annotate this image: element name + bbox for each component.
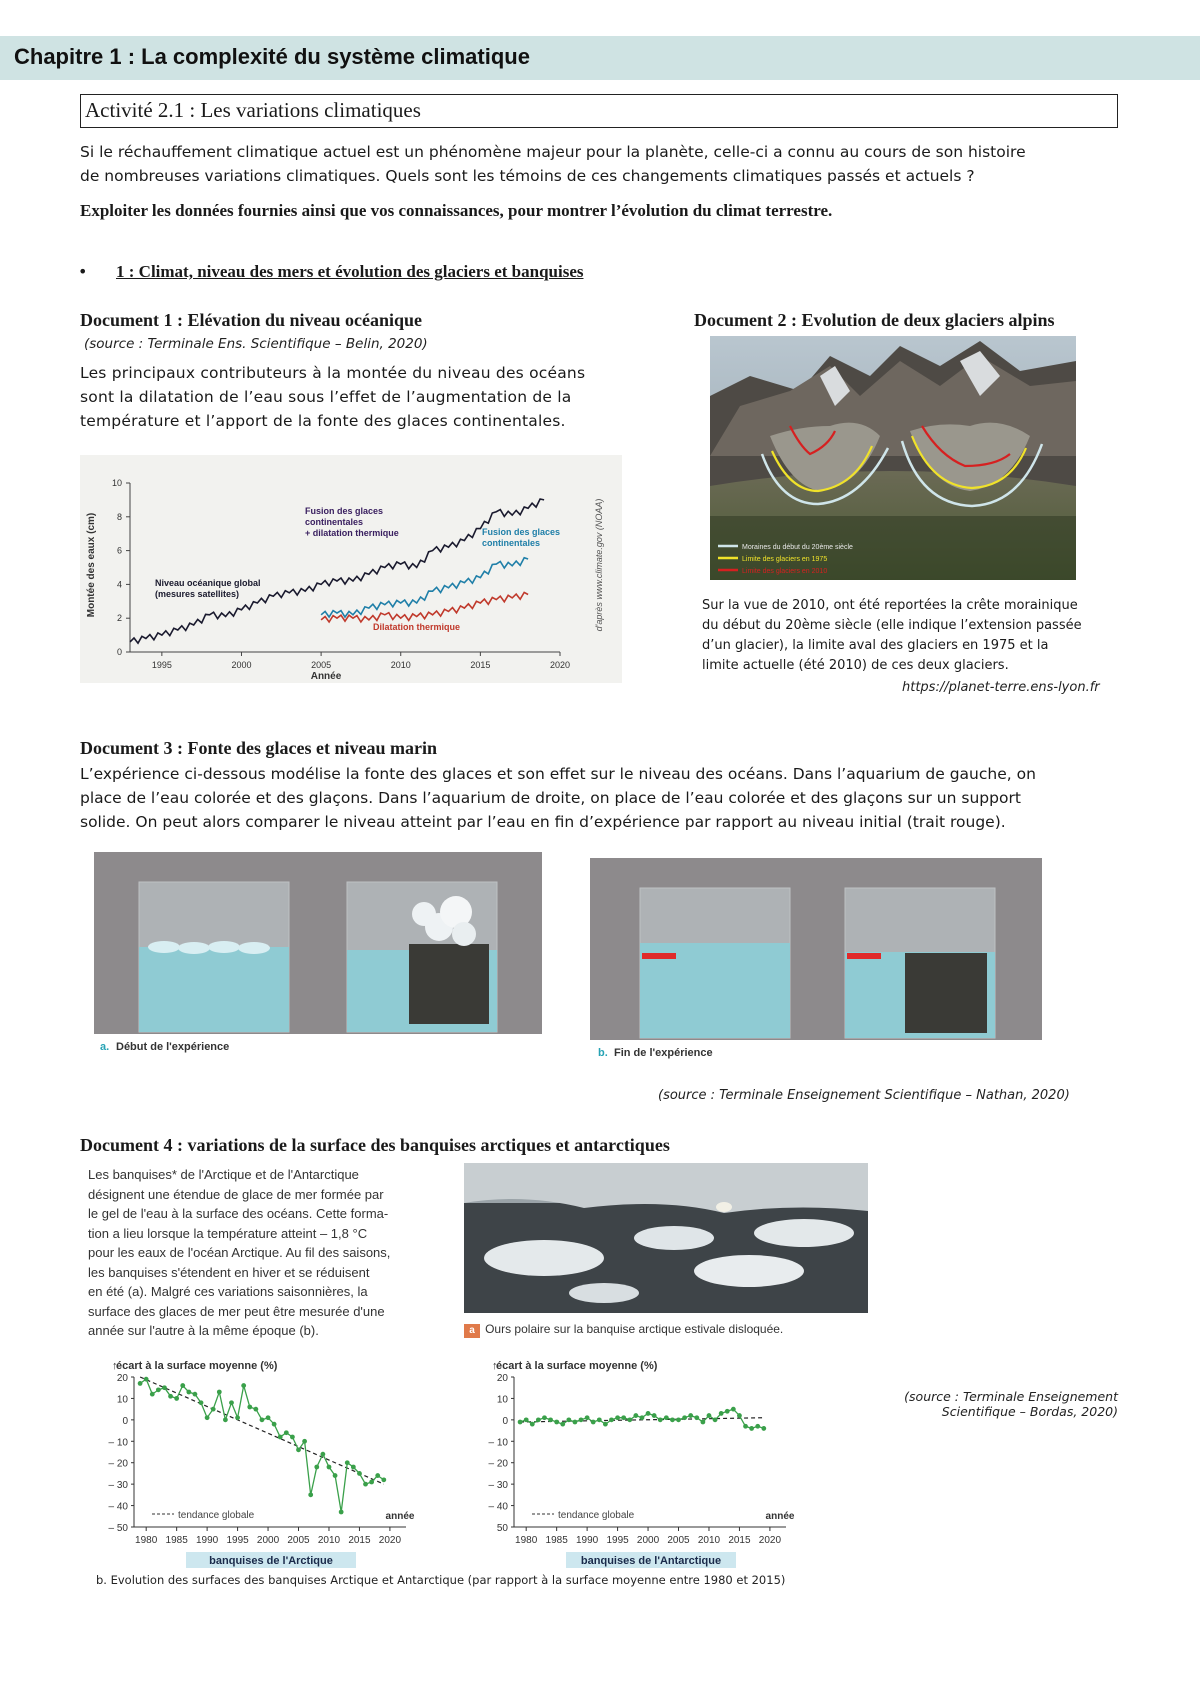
ice-data-point: [597, 1417, 602, 1422]
doc4-text-line-6: les banquises s'étendent en hiver et se réduisent: [88, 1264, 370, 1280]
sea-series-line-2: [321, 592, 528, 622]
ice-data-point: [168, 1394, 173, 1399]
ice-data-point: [156, 1387, 161, 1392]
label-fusion-b-2: continentales: [482, 538, 541, 548]
ice-data-point: [211, 1407, 216, 1412]
ice-data-point: [241, 1383, 246, 1388]
ice-y-title: écart à la surface moyenne (%): [116, 1360, 278, 1372]
ice-data-point: [700, 1420, 705, 1425]
doc4-text-line-4: tion a lieu lorsque la température atteint – 1,8 °C: [88, 1225, 368, 1241]
ice-data-point: [542, 1415, 547, 1420]
ice-x-tick-label: 2000: [636, 1535, 660, 1546]
doc1-text-line-1: Les principaux contributeurs à la montée du niveau des océans: [80, 364, 586, 382]
sea-y-tick-label: 8: [116, 511, 122, 522]
doc4-text-line-3: le gel de l'eau à la surface des océans. Cette forma-: [88, 1206, 389, 1221]
doc4-text: [88, 1165, 448, 1341]
ice-x-tick-label: 1980: [135, 1535, 158, 1546]
doc3-text-line-3: solide. On peut alors comparer le niveau atteint par l’eau en fin d’expérience par rapport au niveau initial (trait rouge).: [80, 813, 1006, 831]
sea-x-tick-label: 2005: [311, 660, 332, 670]
chapter-header: [0, 36, 1200, 80]
ice-x-tick-label: 2000: [256, 1535, 280, 1546]
ice-data-point: [296, 1447, 301, 1452]
ice-y-tick-label: – 50: [108, 1523, 128, 1534]
label-global: Niveau océanique global: [155, 578, 261, 588]
doc4-source-2: Scientifique – Bordas, 2020): [941, 1404, 1118, 1419]
ice-data-point: [633, 1413, 638, 1418]
ice-data-point: [731, 1407, 736, 1412]
ice-y-tick-label: 50: [496, 1523, 508, 1534]
doc1-text: [80, 361, 645, 433]
ice-data-point: [314, 1465, 319, 1470]
ice-data-point: [217, 1390, 222, 1395]
ice-data-point: [186, 1390, 191, 1395]
activity-title: Activité 2.1 : Les variations climatiques: [85, 98, 421, 122]
doc1-source: (source : Terminale Ens. Scientifique – Belin, 2020): [84, 336, 428, 352]
ice-data-point: [591, 1420, 596, 1425]
ice-data-point: [554, 1420, 559, 1425]
exp-b-label: Fin de l'expérience: [614, 1047, 713, 1059]
ice-y-tick-label: – 30: [488, 1480, 508, 1492]
ice-x-tick-label: 1985: [545, 1535, 568, 1546]
doc4-bottom-caption: b. Evolution des surfaces des banquises Arctique et Antarctique (par rapport à la surface moyenne entre 1980 et 2015): [96, 1573, 786, 1587]
photo-caption-letter: a: [464, 1324, 480, 1338]
ice-x-tick-label: 2020: [378, 1535, 402, 1546]
sea-side-source: d'après www.climate.gov (NOAA): [594, 498, 604, 632]
ice-x-tick-label: 1995: [606, 1535, 629, 1546]
ice-data-point: [290, 1435, 295, 1440]
doc4-source: [896, 1389, 1118, 1419]
doc4-text-line-9: année sur l'autre à la même époque (b).: [88, 1323, 319, 1338]
ice-data-point: [199, 1400, 204, 1405]
intro-line-2: de nombreuses variations climatiques. Quels sont les témoins de ces changements climatiques passés et actuels ?: [80, 167, 975, 185]
experiment-end-photo: [590, 858, 1042, 1062]
ice-data-point: [150, 1392, 155, 1397]
ice-y-tick-label: 10: [496, 1394, 508, 1406]
ice-x-title: année: [765, 1511, 795, 1522]
ice-data-point: [530, 1422, 535, 1427]
ice-data-point: [682, 1415, 687, 1420]
ice-data-point: [688, 1413, 693, 1418]
ice-data-point: [320, 1452, 325, 1457]
label-fusion-2: continentales: [305, 517, 364, 527]
ice-data-point: [518, 1420, 523, 1425]
sea-y-tick-label: 2: [116, 613, 122, 624]
ice-data-point: [548, 1417, 553, 1422]
ice-data-point: [755, 1424, 760, 1429]
doc2-caption: [702, 596, 1122, 676]
ice-data-point: [560, 1422, 565, 1427]
exp-a-label: Début de l'expérience: [116, 1041, 230, 1053]
ice-y-tick-label: 20: [116, 1373, 128, 1384]
doc3-text-line-2: place de l’eau colorée et des glaçons. Dans l’aquarium de droite, on place de l’eau colorée et des glaçons sur un support: [80, 789, 1021, 807]
ice-data-point: [713, 1417, 718, 1422]
doc1-text-line-2: sont la dilatation de l’eau sous l’effet de l’augmentation de la: [80, 388, 572, 406]
ice-data-point: [235, 1415, 240, 1420]
ice-x-tick-label: 1985: [165, 1535, 188, 1546]
ice-data-point: [694, 1415, 699, 1420]
experiment-start-svg: [94, 852, 542, 1056]
ice-data-point: [761, 1426, 766, 1431]
ice-data-point: [381, 1477, 386, 1482]
section-title: 1 : Climat, niveau des mers et évolution des glaciers et banquises: [116, 262, 584, 281]
doc2-caption-3: d’un glacier), la limite aval des glaciers en 1975 et la: [702, 638, 1049, 653]
doc4-text-line-7: en été (a). Malgré ces variations saisonnières, la: [88, 1284, 368, 1299]
ice-y-title: écart à la surface moyenne (%): [496, 1360, 658, 1372]
ice-y-tick-label: 10: [116, 1394, 128, 1406]
doc3-text: [80, 762, 1130, 834]
ice-data-point: [308, 1492, 313, 1497]
sea-x-tick-label: 2015: [470, 660, 491, 670]
sea-x-tick-label: 1995: [151, 660, 172, 670]
ice-data-point: [615, 1415, 620, 1420]
doc1-chart: [80, 455, 622, 683]
polar-bear-caption: [464, 1318, 884, 1340]
ice-x-tick-label: 2010: [317, 1535, 341, 1546]
glacier-photo: [710, 336, 1076, 580]
ice-data-point: [749, 1426, 754, 1431]
doc2-caption-1: Sur la vue de 2010, ont été reportées la crête morainique: [702, 598, 1078, 613]
ice-data-point: [670, 1417, 675, 1422]
label-fusion-3: + dilatation thermique: [305, 528, 399, 538]
ice-y-tick-label: – 10: [108, 1437, 128, 1449]
sea-level-chart: [80, 455, 622, 683]
ice-data-point: [253, 1407, 258, 1412]
ice-data-point: [174, 1396, 179, 1401]
glacier-photo-svg: [710, 336, 1076, 580]
ice-data-point: [743, 1424, 748, 1429]
doc4-text-line-2: désignent une étendue de glace de mer formée par: [88, 1186, 384, 1202]
doc2-title: Document 2 : Evolution de deux glaciers alpins: [694, 310, 1055, 330]
ice-data-point: [284, 1430, 289, 1435]
ice-y-tick-label: – 40: [108, 1501, 128, 1513]
sea-ylabel: Montée des eaux (cm): [86, 512, 97, 618]
ice-data-point: [652, 1413, 657, 1418]
sea-y-tick-label: 6: [116, 545, 122, 556]
ice-data-point: [266, 1415, 271, 1420]
doc1-text-line-3: température et l’apport de la fonte des glaces continentales.: [80, 412, 566, 430]
ice-data-point: [229, 1400, 234, 1405]
ice-y-tick-label: 0: [502, 1415, 508, 1427]
ice-x-tick-label: 1990: [575, 1535, 599, 1546]
ice-data-point: [375, 1473, 380, 1478]
ice-data-point: [363, 1482, 368, 1487]
ice-data-point: [162, 1385, 167, 1390]
sea-y-tick-label: 4: [116, 579, 122, 590]
doc3-text-line-1: L’expérience ci-dessous modélise la fonte des glaces et son effet sur le niveau des océans. Dans l’aquarium de gauche, on: [80, 765, 1036, 783]
ice-data-point: [719, 1411, 724, 1416]
ice-data-point: [621, 1415, 626, 1420]
ice-data-point: [223, 1417, 228, 1422]
ice-data-point: [333, 1473, 338, 1478]
sea-x-tick-label: 2000: [231, 660, 252, 670]
sea-xlabel: Année: [310, 671, 342, 682]
antarctic-chart-svg: [476, 1357, 840, 1569]
sea-y-tick-label: 10: [111, 478, 122, 488]
ice-data-point: [260, 1417, 265, 1422]
ice-y-arrow: ↑: [492, 1360, 498, 1372]
sea-x-tick-label: 2010: [390, 660, 411, 670]
exp-b-letter: b.: [598, 1047, 608, 1059]
doc3-title: Document 3 : Fonte des glaces et niveau marin: [80, 738, 437, 758]
ice-data-point: [138, 1381, 143, 1386]
ice-chart-name: banquises de l'Antarctique: [580, 1555, 722, 1567]
sea-series-line-1: [321, 558, 528, 617]
ice-data-point: [646, 1411, 651, 1416]
ice-x-tick-label: 2005: [667, 1535, 690, 1546]
ice-data-point: [327, 1465, 332, 1470]
ice-data-point: [676, 1417, 681, 1422]
ice-x-tick-label: 2015: [348, 1535, 371, 1546]
ice-x-tick-label: 1980: [515, 1535, 538, 1546]
ice-data-point: [579, 1417, 584, 1422]
doc2-caption-4: limite actuelle (été 2010) de ces deux glaciers.: [702, 658, 1009, 673]
ice-data-point: [640, 1415, 645, 1420]
ice-legend-label: tendance globale: [178, 1510, 255, 1521]
ice-data-point: [205, 1415, 210, 1420]
label-fusion-b-1: Fusion des glaces: [482, 527, 561, 537]
antarctic-chart: [476, 1357, 840, 1569]
legend-moraines: Moraines du début du 20ème siècle: [742, 544, 853, 551]
ice-data-point: [351, 1465, 356, 1470]
ice-data-point: [278, 1435, 283, 1440]
activity-title-box: [80, 94, 1118, 128]
ice-data-point: [247, 1405, 252, 1410]
doc4-source-1: (source : Terminale Enseignement: [904, 1389, 1118, 1404]
doc2-source: https://planet-terre.ens-lyon.fr: [902, 680, 1100, 695]
ice-data-point: [193, 1392, 198, 1397]
doc4-text-line-8: surface des glaces de mer peut être mesurée d'une: [88, 1303, 385, 1319]
sea-y-tick-label: 0: [116, 647, 122, 657]
ice-x-title: année: [385, 1511, 415, 1522]
ice-x-tick-label: 2005: [287, 1535, 310, 1546]
ice-data-point: [609, 1417, 614, 1422]
arctic-chart-svg: [96, 1357, 460, 1569]
ice-data-point: [180, 1383, 185, 1388]
ice-legend-label: tendance globale: [558, 1510, 635, 1521]
label-global-2: (mesures satellites): [155, 589, 240, 599]
legend-1975: Limite des glaciers en 1975: [742, 556, 828, 563]
ice-data-point: [737, 1413, 742, 1418]
ice-x-tick-label: 1990: [195, 1535, 219, 1546]
doc2-caption-2: du début du 20ème siècle (elle indique l’extension passée: [702, 618, 1082, 633]
ice-x-tick-label: 2020: [758, 1535, 782, 1546]
doc3-source: (source : Terminale Enseignement Scientifique – Nathan, 2020): [658, 1088, 1070, 1103]
intro-paragraph: [80, 140, 1120, 188]
ice-y-arrow: ↑: [112, 1360, 118, 1372]
ice-y-tick-label: – 30: [108, 1480, 128, 1492]
ice-data-point: [272, 1422, 277, 1427]
doc1-title: Document 1 : Elévation du niveau océanique: [80, 310, 423, 330]
ice-y-tick-label: – 40: [488, 1501, 508, 1513]
ice-data-point: [369, 1480, 374, 1485]
ice-data-point: [627, 1417, 632, 1422]
label-dilatation: Dilatation thermique: [373, 622, 461, 632]
ice-y-tick-label: 20: [496, 1373, 508, 1384]
ice-data-point: [725, 1409, 730, 1414]
ice-data-point: [302, 1439, 307, 1444]
ice-x-tick-label: 1995: [226, 1535, 249, 1546]
ice-y-tick-label: – 20: [108, 1458, 128, 1470]
photo-caption-text: Ours polaire sur la banquise arctique estivale disloquée.: [485, 1322, 784, 1336]
section-bullet: •: [78, 262, 88, 281]
chapter-title: Chapitre 1 : La complexité du système climatique: [14, 44, 530, 69]
ice-data-point: [664, 1415, 669, 1420]
ice-y-tick-label: – 10: [488, 1437, 508, 1449]
ice-data-point: [603, 1422, 608, 1427]
sea-x-tick-label: 2020: [549, 660, 571, 670]
ice-data-point: [357, 1471, 362, 1476]
ice-data-point: [707, 1413, 712, 1418]
ice-y-tick-label: 0: [122, 1415, 128, 1427]
doc4-title: Document 4 : variations de la surface des banquises arctiques et antarctiques: [80, 1135, 670, 1155]
ice-x-tick-label: 2010: [697, 1535, 721, 1546]
ice-data-point: [536, 1417, 541, 1422]
exp-a-letter: a.: [100, 1041, 110, 1053]
ice-data-point: [144, 1377, 149, 1382]
arctic-chart: [96, 1357, 460, 1569]
ice-data-point: [573, 1420, 578, 1425]
doc4-text-line-1: Les banquises* de l'Arctique et de l'Antarctique: [88, 1167, 359, 1182]
polar-bear-svg: [464, 1163, 868, 1313]
ice-data-point: [585, 1415, 590, 1420]
ice-data-point: [524, 1417, 529, 1422]
ice-data-point: [658, 1417, 663, 1422]
ice-y-tick-label: – 20: [488, 1458, 508, 1470]
ice-data-point: [566, 1417, 571, 1422]
ice-data-point: [339, 1510, 344, 1515]
polar-bear-photo: [464, 1163, 868, 1313]
ice-chart-name: banquises de l'Arctique: [209, 1555, 333, 1567]
experiment-end-svg: [590, 858, 1042, 1062]
doc4-text-line-5: pour les eaux de l'océan Arctique. Au fil des saisons,: [88, 1245, 391, 1260]
experiment-start-photo: [94, 852, 542, 1056]
instruction: Exploiter les données fournies ainsi que vos connaissances, pour montrer l’évolution du climat terrestre.: [80, 201, 833, 220]
ice-x-tick-label: 2015: [728, 1535, 751, 1546]
label-fusion-1: Fusion des glaces: [305, 506, 384, 516]
ice-data-point: [345, 1460, 350, 1465]
legend-2010: Limite des glaciers en 2010: [742, 568, 828, 575]
intro-line-1: Si le réchauffement climatique actuel est un phénomène majeur pour la planète, celle-ci a connu au cours de son histoire: [80, 143, 1026, 161]
